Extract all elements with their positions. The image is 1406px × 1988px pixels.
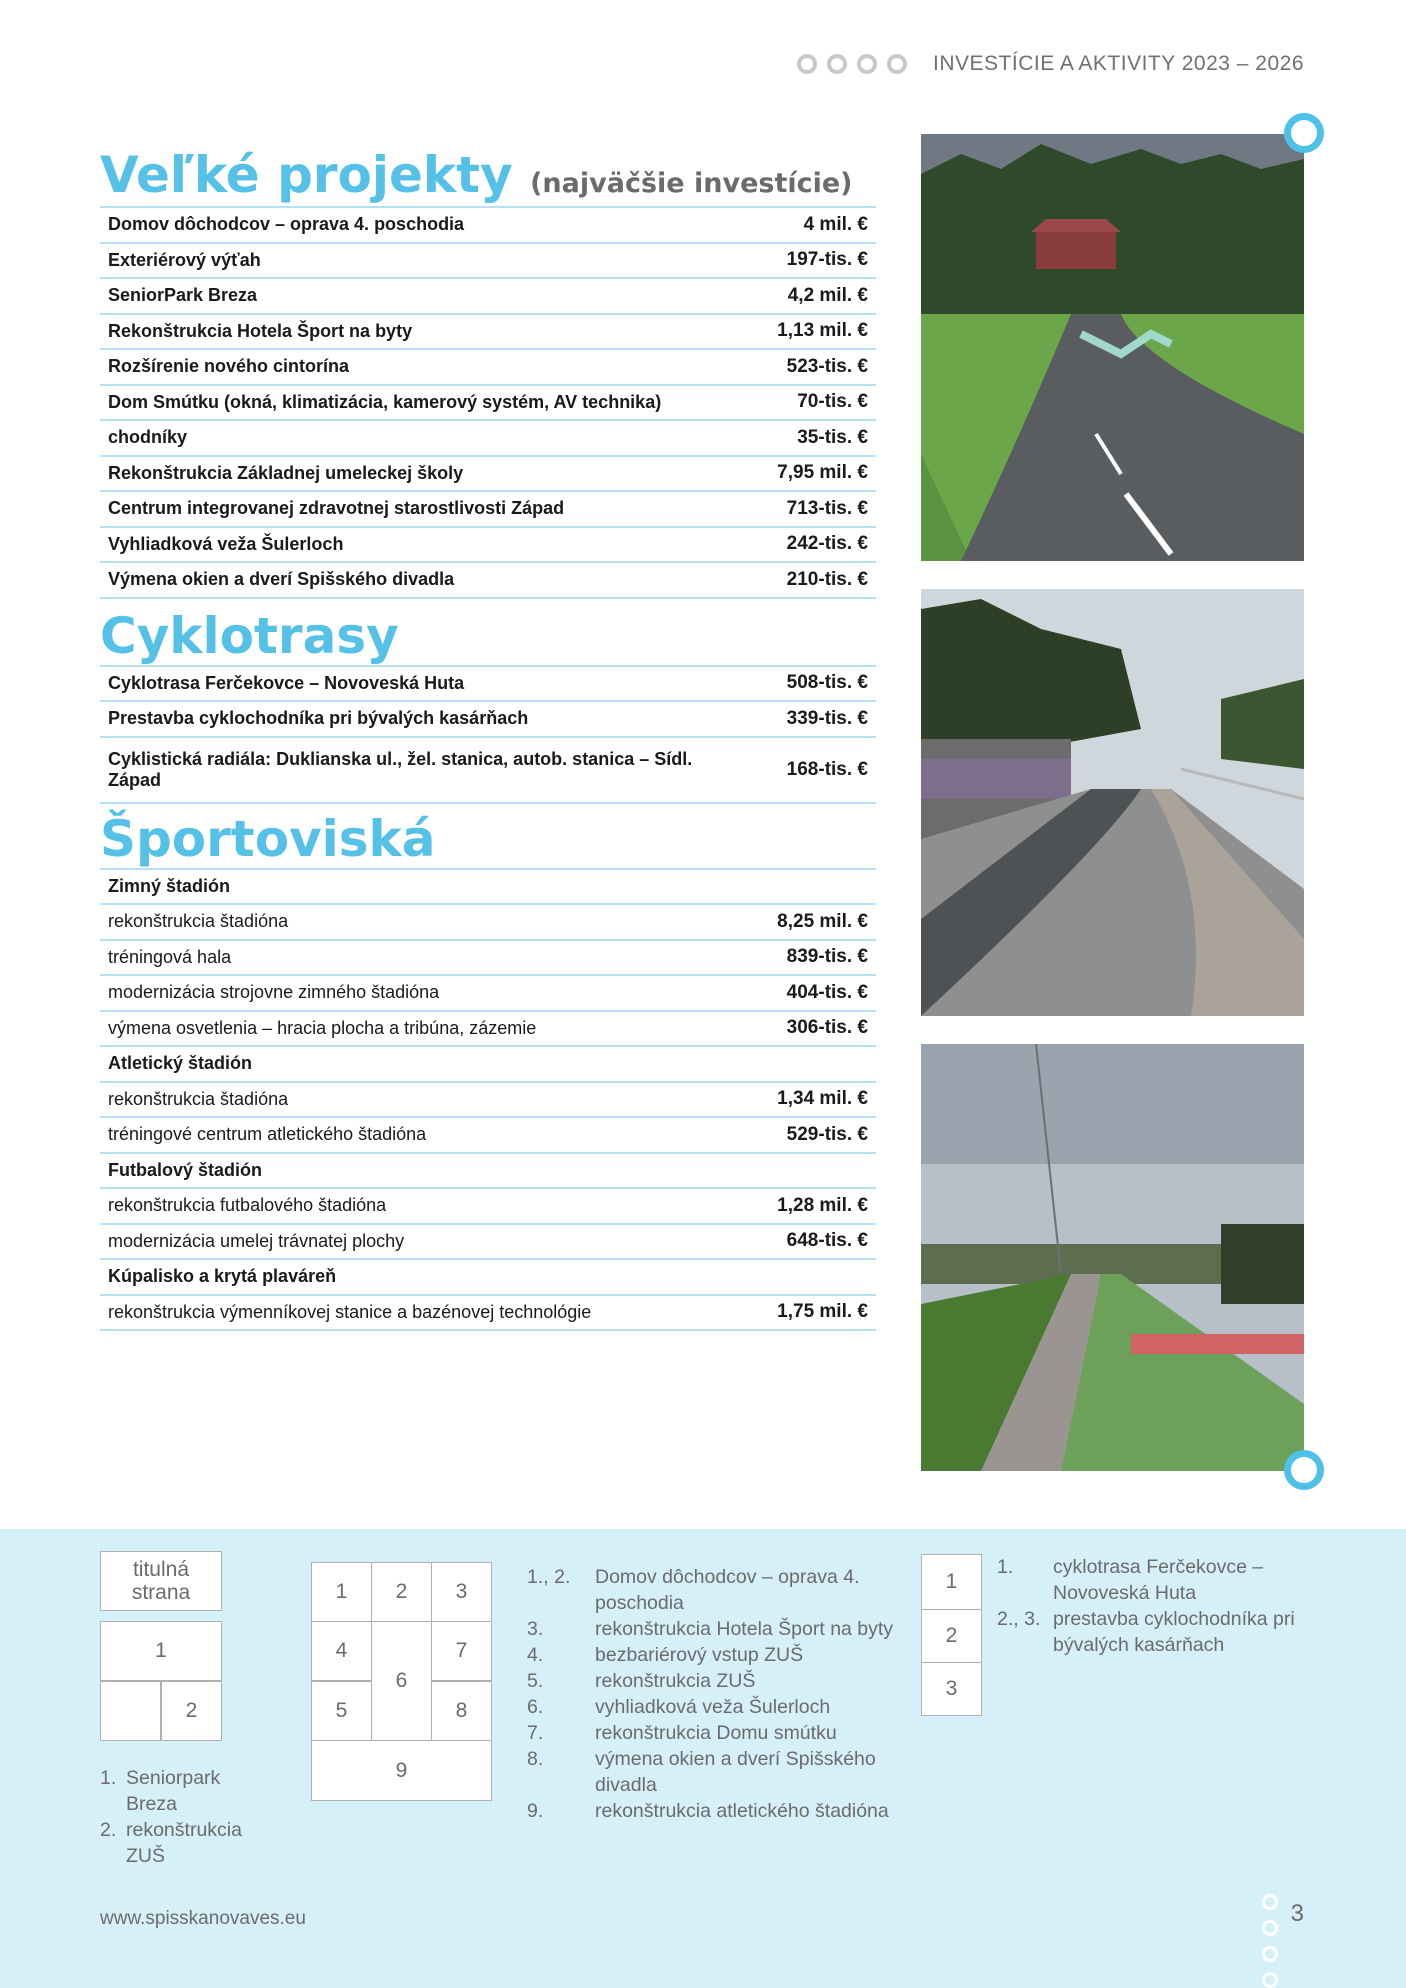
legend-cell: 2 (161, 1681, 222, 1741)
row-value: 210-tis. € (786, 568, 868, 590)
table-row (100, 350, 876, 386)
row-value: 35-tis. € (797, 426, 868, 448)
table-row (100, 667, 876, 703)
table-row (100, 1189, 876, 1225)
legend-item: 2. rekonštrukcia ZUŠ (100, 1819, 242, 1867)
row-value: 1,34 mil. € (777, 1088, 868, 1110)
row-label: Vyhliadková veža Šulerloch (108, 533, 344, 554)
row-label: výmena osvetlenia – hracia plocha a tribúna, zázemie (108, 1017, 537, 1038)
legend-item: 7. rekonštrukcia Domu smútku (527, 1722, 837, 1744)
table-row (100, 528, 876, 564)
photo-cyclepath-2 (921, 589, 1304, 1016)
header-dot-icon (797, 54, 817, 74)
table-row (100, 279, 876, 315)
table-row (100, 976, 876, 1012)
row-label: tréningové centrum atletického štadióna (108, 1124, 427, 1145)
table-row (100, 941, 876, 977)
row-label: Cyklistická radiála: Duklianska ul., žel. stanica, autob. stanica – Sídl. Západ (108, 748, 693, 790)
row-value: 168-tis. € (786, 758, 868, 780)
row-label: modernizácia strojovne zimného štadióna (108, 982, 440, 1003)
table-row (100, 1083, 876, 1119)
row-value: 1,28 mil. € (777, 1194, 868, 1216)
table-group-header (100, 870, 876, 906)
table-group-header (100, 1047, 876, 1083)
project-tables (100, 146, 876, 1331)
row-label: Zimný štadión (108, 875, 231, 896)
table-row (100, 1225, 876, 1261)
legend-cell: 7 (431, 1621, 492, 1681)
row-label: rekonštrukcia štadióna (108, 911, 289, 932)
legend-cell: 2 (921, 1609, 982, 1663)
legend-cell: 2 (371, 1562, 432, 1622)
row-label: Exteriérový výťah (108, 249, 261, 270)
ring-decoration-icon (1284, 113, 1324, 153)
page-number: 3 (1290, 1900, 1304, 1927)
section-title-sport: Športoviská (100, 809, 436, 868)
table-row (100, 492, 876, 528)
projects-table (100, 206, 876, 599)
table-row (100, 738, 876, 804)
legend-item: 1. cyklotrasa Ferčekovce – Novoveská Huta (997, 1556, 1264, 1604)
legend-item: 2., 3. prestavba cyklochodníka pri bývalých kasárňach (997, 1608, 1295, 1656)
row-value: 839-tis. € (786, 946, 868, 968)
page-dot-icon (1262, 1946, 1278, 1962)
row-value: 529-tis. € (786, 1123, 868, 1145)
legend-cell: 1 (921, 1554, 982, 1610)
row-value: 8,25 mil. € (777, 910, 868, 932)
row-value: 197-tis. € (786, 249, 868, 271)
table-row (100, 386, 876, 422)
row-value: 713-tis. € (786, 497, 868, 519)
page-dot-icon (1262, 1972, 1278, 1988)
legend-cell (100, 1681, 161, 1741)
legend-item: 6. vyhliadková veža Šulerloch (527, 1696, 831, 1718)
page-dot-icon (1262, 1920, 1278, 1936)
legend-list-3 (997, 1554, 1297, 1658)
row-label: Futbalový štadión (108, 1159, 263, 1180)
row-value: 242-tis. € (786, 533, 868, 555)
page-header (797, 52, 1304, 76)
website-link[interactable]: www.spisskanovaves.eu (100, 1908, 306, 1929)
row-label: rekonštrukcia výmenníkovej stanice a bazénovej technológie (108, 1301, 592, 1322)
row-value: 648-tis. € (786, 1230, 868, 1252)
legend-item: 1., 2. Domov dôchodcov – oprava 4. poschodia (527, 1566, 860, 1614)
row-label: Cyklotrasa Ferčekovce – Novoveská Huta (108, 672, 465, 693)
legend-cell: 5 (311, 1681, 372, 1741)
section-title-projects (100, 146, 876, 204)
row-label: Rekonštrukcia Hotela Šport na byty (108, 320, 413, 341)
legend-cell: 1 (311, 1562, 372, 1622)
row-label: Centrum integrovanej zdravotnej starostlivosti Západ (108, 498, 565, 519)
legend-cover-cell: titulná strana (100, 1551, 222, 1611)
ring-decoration-icon (1284, 1450, 1324, 1490)
row-label: SeniorPark Breza (108, 285, 258, 306)
table-row (100, 702, 876, 738)
table-row (100, 1012, 876, 1048)
page-dot-icon (1262, 1894, 1278, 1910)
row-label: Kúpalisko a krytá plaváreň (108, 1266, 337, 1287)
photo-cyclepath-1 (921, 134, 1304, 561)
row-label: rekonštrukcia štadióna (108, 1088, 289, 1109)
row-value: 306-tis. € (786, 1017, 868, 1039)
header-dot-icon (857, 54, 877, 74)
row-value: 523-tis. € (786, 355, 868, 377)
legend-cell: 6 (371, 1621, 432, 1741)
table-row (100, 208, 876, 244)
header-title: INVESTÍCIE A AKTIVITY 2023 – 2026 (933, 52, 1304, 75)
row-label: Rekonštrukcia Základnej umeleckej školy (108, 462, 464, 483)
legend-cell: 9 (311, 1740, 492, 1801)
row-label: tréningová hala (108, 946, 232, 967)
row-label: chodníky (108, 427, 188, 448)
table-row (100, 1296, 876, 1332)
row-label: Atletický štadión (108, 1053, 253, 1074)
row-value: 508-tis. € (786, 672, 868, 694)
row-value: 4 mil. € (803, 213, 868, 235)
section-subtitle: (najväčšie investície) (530, 168, 853, 199)
table-group-header (100, 1260, 876, 1296)
header-dot-icon (887, 54, 907, 74)
row-label: Prestavba cyklochodníka pri bývalých kasárňach (108, 708, 529, 729)
legend-item: 8. výmena okien a dverí Spišského divadla (527, 1748, 876, 1796)
row-label: Výmena okien a dverí Spišského divadla (108, 569, 455, 590)
legend-cell: 1 (100, 1621, 222, 1681)
row-value: 1,75 mil. € (777, 1301, 868, 1323)
section-title-text: Veľké projekty (100, 146, 513, 204)
row-value: 404-tis. € (786, 981, 868, 1003)
table-row (100, 563, 876, 599)
legend-list-1 (100, 1765, 270, 1869)
table-row (100, 421, 876, 457)
legend-item: 5. rekonštrukcia ZUŠ (527, 1670, 756, 1692)
legend-item: 3. rekonštrukcia Hotela Šport na byty (527, 1618, 894, 1640)
legend-cell: 3 (431, 1562, 492, 1622)
sport-table (100, 868, 876, 1332)
table-row (100, 1118, 876, 1154)
table-group-header (100, 1154, 876, 1190)
row-label: rekonštrukcia futbalového štadióna (108, 1195, 387, 1216)
legend-cell: 4 (311, 1621, 372, 1681)
row-value: 4,2 mil. € (787, 284, 868, 306)
row-value: 70-tis. € (797, 391, 868, 413)
photo-cyclepath-3 (921, 1044, 1304, 1471)
table-row (100, 244, 876, 280)
legend-list-2 (527, 1564, 907, 1824)
row-label: modernizácia umelej trávnatej plochy (108, 1230, 405, 1251)
table-row (100, 905, 876, 941)
cyclo-table (100, 665, 876, 804)
row-value: 339-tis. € (786, 707, 868, 729)
row-value: 7,95 mil. € (777, 462, 868, 484)
header-dot-icon (827, 54, 847, 74)
legend-cell: 3 (921, 1662, 982, 1716)
table-row (100, 457, 876, 493)
legend-item: 9. rekonštrukcia atletického štadióna (527, 1800, 889, 1822)
row-label: Rozšírenie nového cintorína (108, 356, 350, 377)
row-value: 1,13 mil. € (777, 320, 868, 342)
table-row (100, 315, 876, 351)
legend-item: 4. bezbariérový vstup ZUŠ (527, 1644, 804, 1666)
row-label: Domov dôchodcov – oprava 4. poschodia (108, 214, 465, 235)
legend-item: 1. Seniorpark Breza (100, 1767, 221, 1815)
legend-cell: 8 (431, 1681, 492, 1741)
section-title-cyclo: Cyklotrasy (100, 606, 399, 665)
row-label: Dom Smútku (okná, klimatizácia, kamerový systém, AV technika) (108, 391, 662, 412)
